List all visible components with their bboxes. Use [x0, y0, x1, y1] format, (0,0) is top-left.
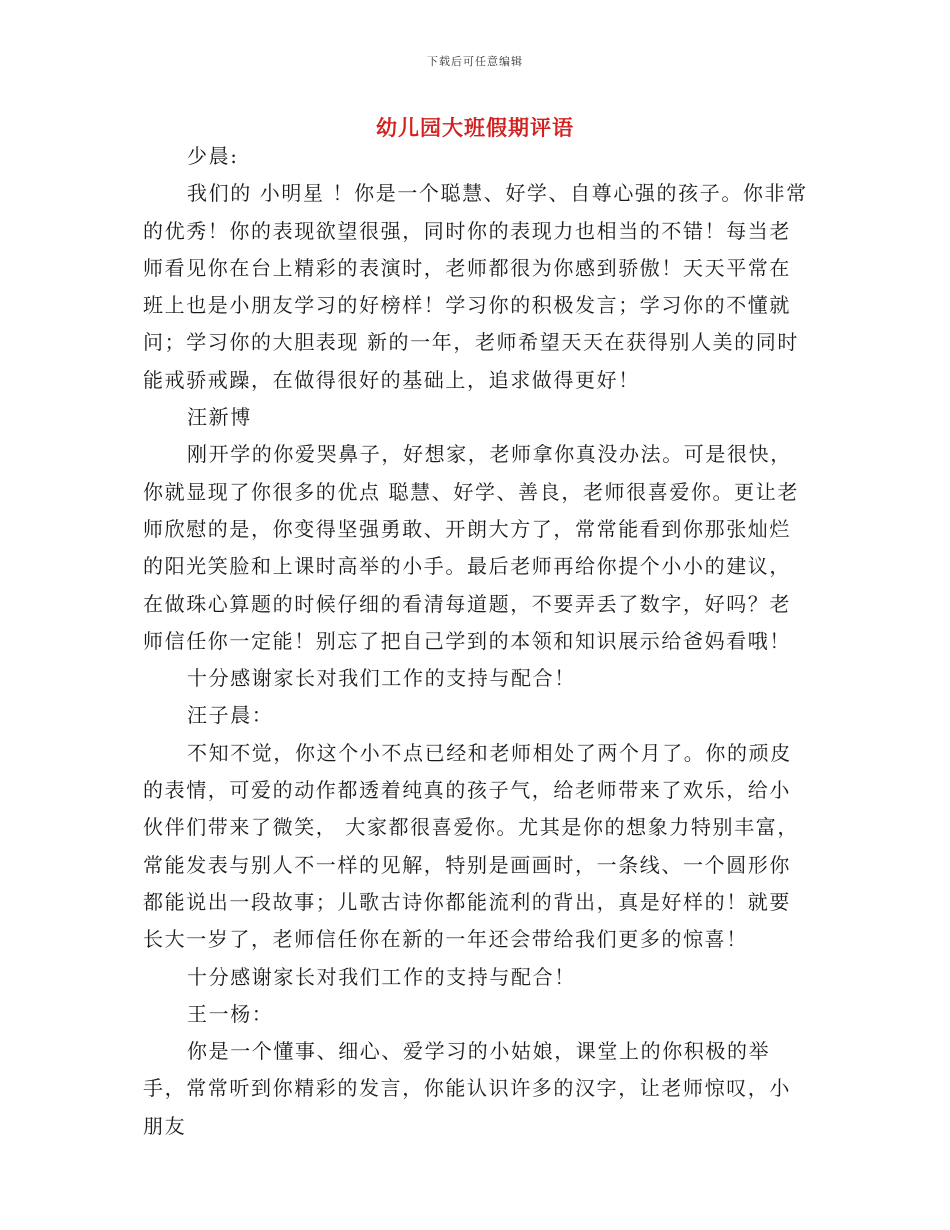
header-note: 下载后可任意编辑 — [427, 55, 523, 68]
thanks-paragraph: 十分感谢家长对我们工作的支持与配合！ — [187, 964, 576, 989]
thanks-paragraph: 十分感谢家长对我们工作的支持与配合！ — [187, 666, 576, 691]
student-name-wangzichen: 汪子晨： — [187, 703, 274, 728]
document-title: 幼儿园大班假期评语 — [376, 115, 574, 140]
comment-paragraph: 你是一个懂事、细心、爱学习的小姑娘，课堂上的你积极的举手，常常听到你精彩的发言，你能认识许多的汉字，让老师惊叹，小朋友 — [143, 1039, 791, 1138]
student-name-wangyiyang: 王一杨： — [187, 1001, 274, 1026]
comment-paragraph: 刚开学的你爱哭鼻子，好想家，老师拿你真没办法。可是很快，你就显现了你很多的优点 聪慧、好学、善良，老师很喜爱你。更让老师欣慰的是，你变得坚强勇敢、开朗大方了，常常能看到你那张灿烂的阳光笑脸和上课时高举的小手。最后老师再给你提个小小的建议，在做珠心算题的时候仔细的看清每道题，不要弄丢了数字，好吗？老师信任你一定能！别忘了把自己学到的本领和知识展示给爸妈看哦！ — [143, 442, 799, 653]
student-name-wangxinbo: 汪新博 — [187, 405, 252, 430]
comment-paragraph: 我们的 小明星 ！你是一个聪慧、好学、自尊心强的孩子。你非常的优秀！你的表现欲望很强，同时你的表现力也相当的不错！每当老师看见你在台上精彩的表演时，老师都很为你感到骄傲！天天平常在班上也是小朋友学习的好榜样！学习你的积极发言；学习你的不懂就问；学习你的大胆表现 新的一年，老师希望天天在获得别人美的同时能戒骄戒躁，在做得很好的基础上，追求做得更好！ — [143, 181, 808, 392]
student-name-shaochen: 少晨: — [187, 144, 239, 168]
document-body — [143, 138, 808, 1145]
comment-paragraph: 不知不觉，你这个小不点已经和老师相处了两个月了。你的顽皮的表情，可爱的动作都透着纯真的孩子气，给老师带来了欢乐，给小伙伴们带来了微笑， 大家都很喜爱你。尤其是你的想象力特别丰富，常能发表与别人不一样的见解，特别是画画时，一条线、一个圆形你都能说出一段故事；儿歌古诗你都能流利的背出，真是好样的！就要长大一岁了，老师信任你在新的一年还会带给我们更多的惊喜！ — [143, 740, 799, 952]
